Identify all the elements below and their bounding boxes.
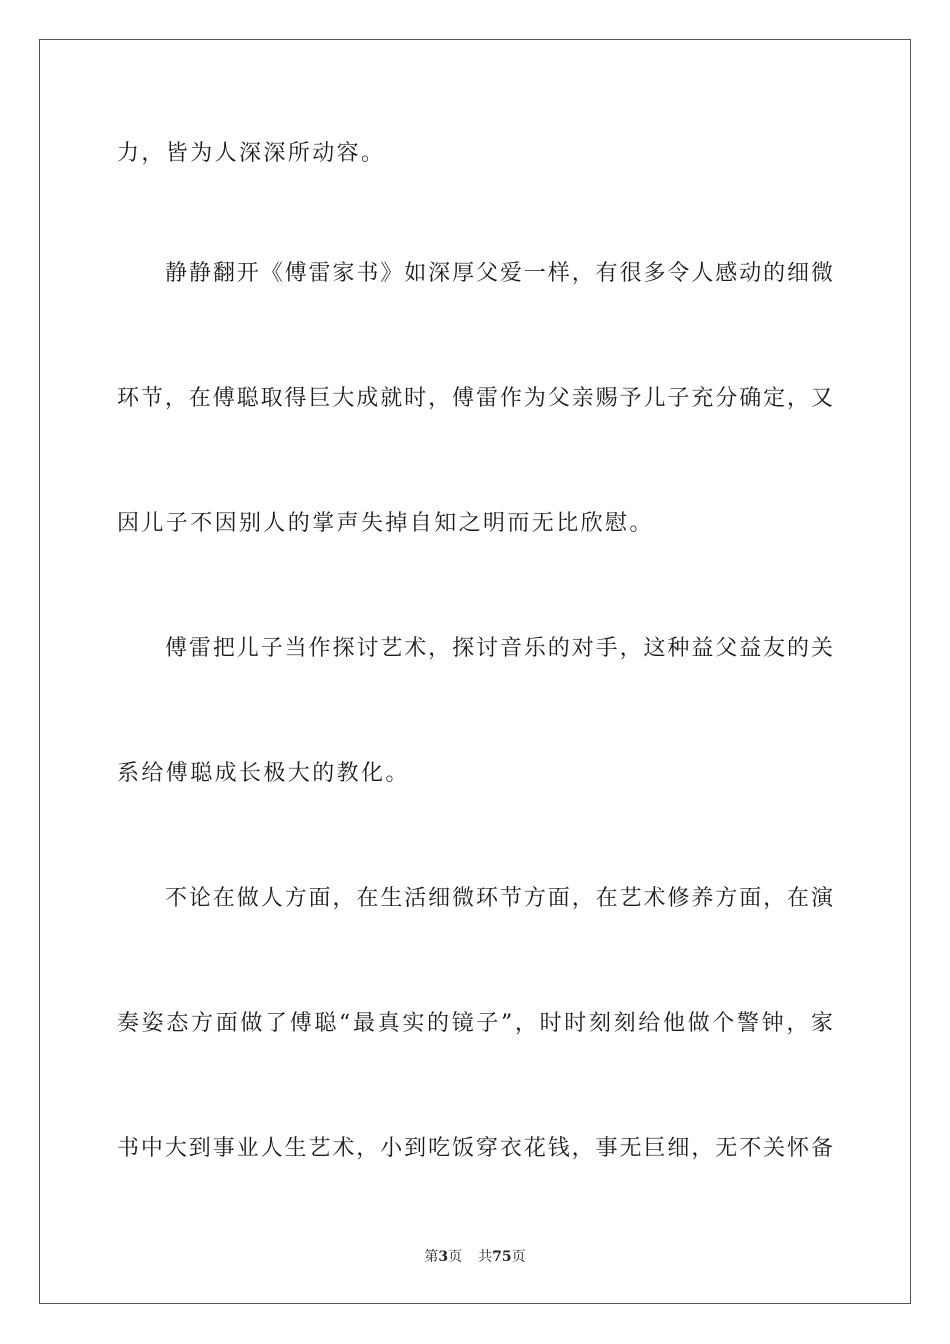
text-line-9: 书中大到事业人生艺术，小到吃饭穿衣花钱，事无巨细，无不关怀备 xyxy=(117,1136,833,1161)
text-line-5: 傅雷把儿子当作探讨艺术，探讨音乐的对手，这种益父益友的关 xyxy=(165,636,833,661)
total-pages: 75 xyxy=(492,1249,512,1265)
text-line-6: 系给傅聪成长极大的教化。 xyxy=(117,761,410,786)
text-line-3: 环节，在傅聪取得巨大成就时，傅雷作为父亲赐予儿子充分确定，又 xyxy=(117,386,833,411)
text-line-1: 力，皆为人深深所动容。 xyxy=(117,141,386,166)
page-number: 3 xyxy=(438,1249,449,1265)
page-suffix: 页 xyxy=(448,1249,463,1265)
text-line-7: 不论在做人方面，在生活细微环节方面，在艺术修养方面，在演 xyxy=(165,886,833,911)
total-prefix: 共 xyxy=(478,1249,493,1265)
total-suffix: 页 xyxy=(511,1249,526,1265)
text-line-4: 因儿子不因别人的掌声失掉自知之明而无比欣慰。 xyxy=(117,511,654,536)
page-border xyxy=(39,39,911,1304)
page-footer xyxy=(0,1248,950,1266)
text-line-8: 奏姿态方面做了傅聪“最真实的镜子”，时时刻刻给他做个警钟，家 xyxy=(117,1011,833,1036)
page-prefix: 第 xyxy=(424,1249,439,1265)
text-line-2: 静静翻开《傅雷家书》如深厚父爱一样，有很多令人感动的细微 xyxy=(165,261,833,286)
